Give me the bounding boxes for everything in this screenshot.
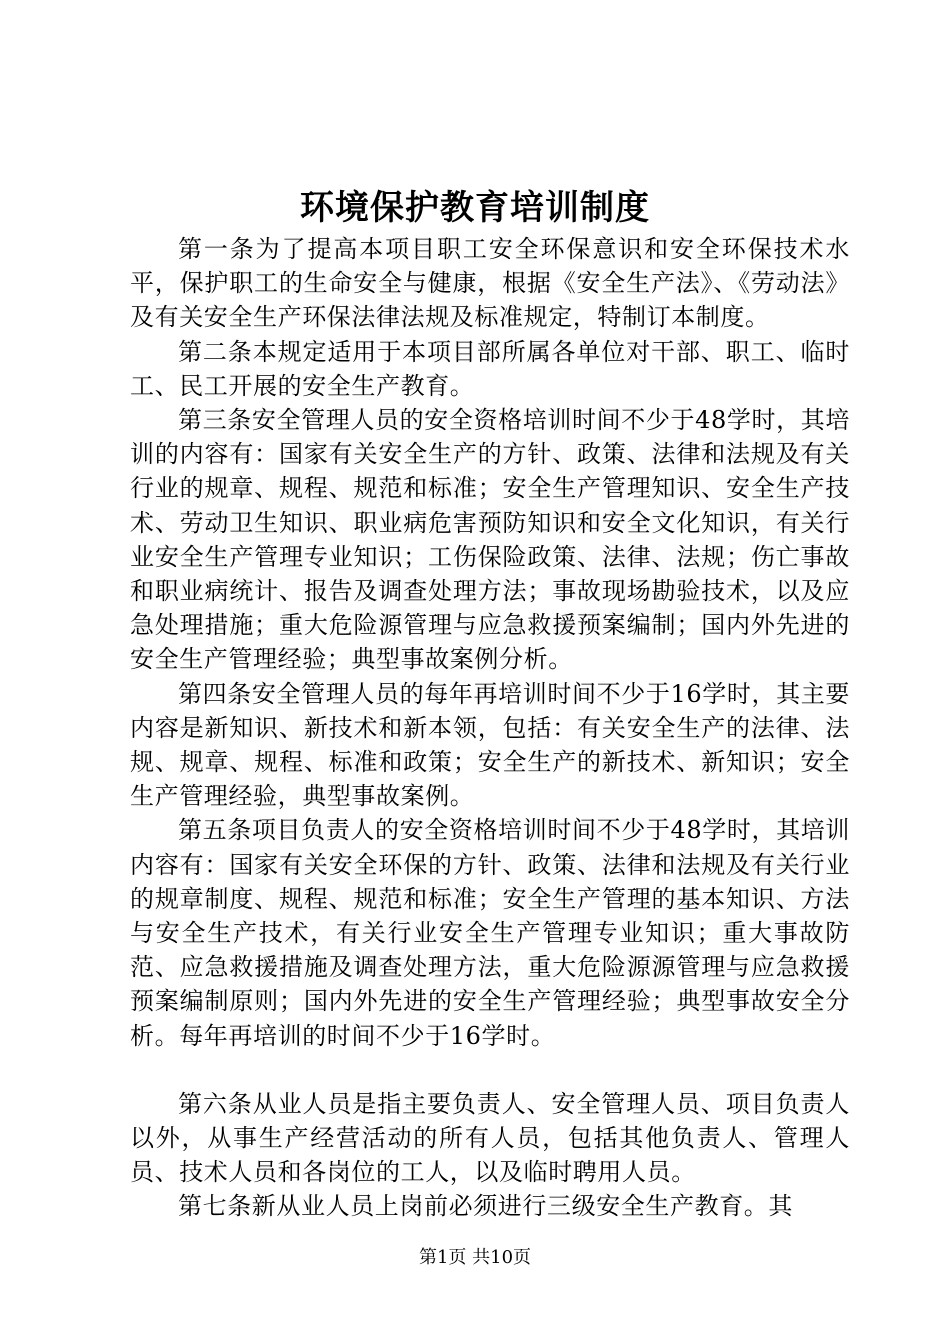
document-title: 环境保护教育培训制度 — [300, 188, 650, 228]
paragraph-article-4: 第四条安全管理人员的每年再培训时间不少于16学时，其主要内容是新知识、新技术和新本领，包括：有关安全生产的法律、法规、规章、规程、标准和政策；安全生产的新技术、新知识；安全生产管理经验，典型事故案例。 — [130, 679, 850, 811]
paragraph-article-3: 第三条安全管理人员的安全资格培训时间不少于48学时，其培训的内容有：国家有关安全生产的方针、政策、法律和法规及有关行业的规章、规程、规范和标准；安全生产管理知识、安全生产技术、劳动卫生知识、职业病危害预防知识和安全文化知识，有关行业安全生产管理专业知识；工伤保险政策、法律、法规；伤亡事故和职业病统计、报告及调查处理方法；事故现场勘验技术，以及应急处理措施；重大危险源管理与应急救援预案编制；国内外先进的安全生产管理经验；典型事故案例分析。 — [130, 406, 850, 674]
paragraph-article-5: 第五条项目负责人的安全资格培训时间不少于48学时，其培训内容有：国家有关安全环保的方针、政策、法律和法规及有关行业的规章制度、规程、规范和标准；安全生产管理的基本知识、方法与安全生产技术，有关行业安全生产管理专业知识；重大事故防范、应急救援措施及调查处理方法，重大危险源源管理与应急救援预案编制原则；国内外先进的安全生产管理经验；典型事故安全分析。每年再培训的时间不少于16学时。 — [130, 816, 850, 1050]
paragraph-article-7: 第七条新从业人员上岗前必须进行三级安全生产教育。其 — [178, 1192, 793, 1221]
page-number-footer: 第1页 共10页 — [418, 1247, 532, 1268]
paragraph-article-2: 第二条本规定适用于本项目部所属各单位对干部、职工、临时工、民工开展的安全生产教育。 — [130, 337, 850, 400]
paragraph-article-1: 第一条为了提高本项目职工安全环保意识和安全环保技术水平，保护职工的生命安全与健康，根据《安全生产法》、《劳动法》及有关安全生产环保法律法规及标准规定，特制订本制度。 — [130, 235, 850, 332]
paragraph-article-6: 第六条从业人员是指主要负责人、安全管理人员、项目负责人以外，从事生产经营活动的所有人员，包括其他负责人、管理人员、技术人员和各岗位的工人，以及临时聘用人员。 — [130, 1089, 850, 1187]
document-body — [130, 232, 850, 1224]
